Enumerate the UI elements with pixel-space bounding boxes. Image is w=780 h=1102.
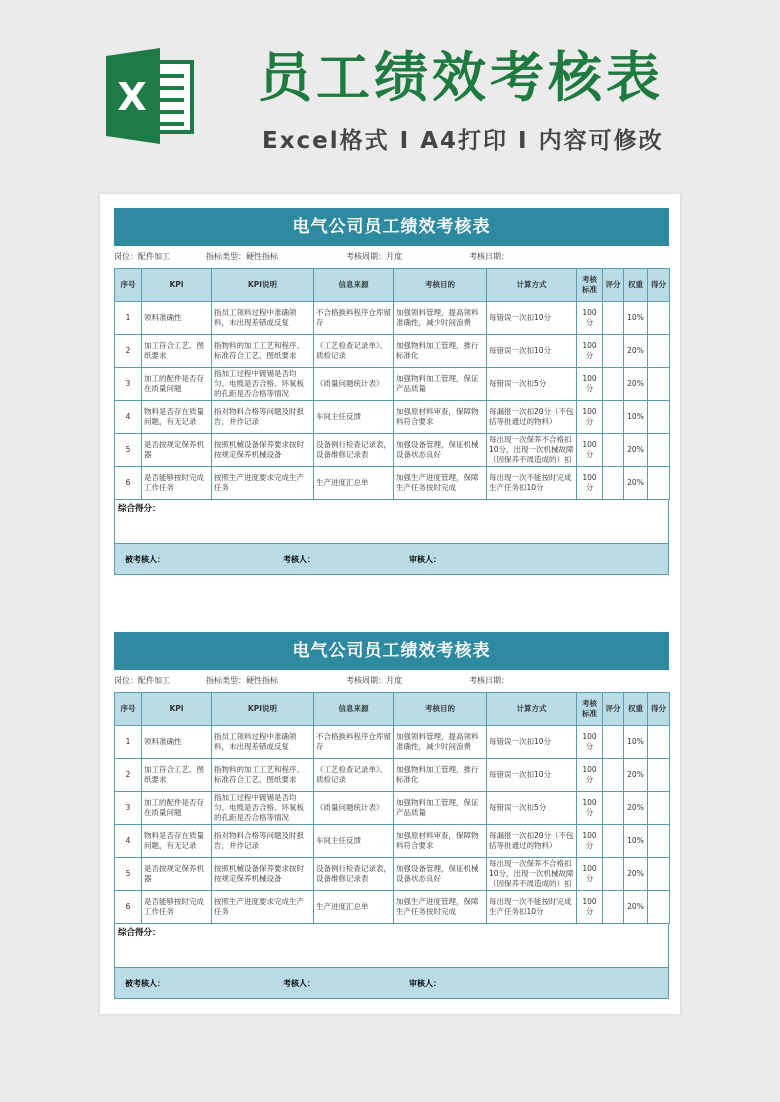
cell-kpi: 是否按规定保养机器	[142, 858, 212, 891]
column-header: 考核目的	[394, 693, 487, 726]
cell-calc: 每出现一次保养不合格扣10分，出现一次机械故障（因保养不周造成的）扣	[487, 434, 577, 467]
column-header: 评分	[603, 269, 624, 302]
cell-purpose: 加强领料管理，提高领料准确性，减少时间浪费	[394, 726, 487, 759]
cell-standard: 100分	[577, 434, 603, 467]
hero-banner	[0, 0, 780, 190]
sign-assessee: 被考核人：	[125, 555, 165, 564]
column-header: 得分	[648, 269, 670, 302]
cell-source: 《工艺检查记录单》、质检记录	[314, 335, 394, 368]
cell-score[interactable]	[603, 858, 624, 891]
table-body	[115, 302, 670, 500]
cell-score[interactable]	[603, 792, 624, 825]
column-header: 考核标准	[577, 693, 603, 726]
cell-calc: 每漏报一次扣20分（不包括等批通过的物料）	[487, 401, 577, 434]
cell-no: 2	[115, 335, 142, 368]
table-row	[115, 368, 670, 401]
cell-source: 生产进度汇总单	[314, 891, 394, 924]
cell-no: 3	[115, 792, 142, 825]
meta-period: 考核周期：月度	[346, 676, 402, 685]
cell-score[interactable]	[603, 368, 624, 401]
kpi-table	[114, 692, 670, 924]
meta-position: 岗位：配件加工	[114, 676, 170, 685]
cell-purpose: 加强生产进度管理，保障生产任务按时完成	[394, 891, 487, 924]
cell-calc: 每错误一次扣10分	[487, 302, 577, 335]
cell-desc: 指对物料合格等问题及时报告，并作记录	[212, 825, 314, 858]
table-row	[115, 792, 670, 825]
cell-no: 4	[115, 825, 142, 858]
excel-icon-letter: X	[117, 75, 147, 119]
cell-purpose: 加强物料加工管理，推行标准化	[394, 759, 487, 792]
cell-weight: 20%	[624, 759, 648, 792]
cell-standard: 100分	[577, 302, 603, 335]
meta-date: 考核日期：	[469, 676, 509, 685]
kpi-form-1	[114, 208, 669, 575]
cell-score[interactable]	[603, 434, 624, 467]
column-header: 考核标准	[577, 269, 603, 302]
summary-cell[interactable]	[114, 500, 669, 544]
meta-period: 考核周期：月度	[346, 252, 402, 261]
cell-purpose: 加强原材料审查，保障物料符合要求	[394, 401, 487, 434]
cell-calc: 每错误一次扣10分	[487, 759, 577, 792]
cell-no: 6	[115, 467, 142, 500]
cell-purpose: 加强设备管理，保证机械设备状态良好	[394, 434, 487, 467]
hero-title: 员工绩效考核表	[258, 46, 664, 109]
cell-weight: 10%	[624, 401, 648, 434]
cell-calc: 每错误一次扣5分	[487, 792, 577, 825]
cell-weight: 20%	[624, 792, 648, 825]
cell-desc: 按照机械设备保养要求按时按规定保养机械设备	[212, 434, 314, 467]
column-header: KPI	[142, 693, 212, 726]
cell-kpi: 领料准确性	[142, 302, 212, 335]
table-header-row	[115, 269, 670, 302]
cell-desc: 指加工过程中镀锡是否均匀、电缆是否合格、环氧板的孔距是否合格等情况	[212, 368, 314, 401]
meta-indicator-type: 指标类型：硬性指标	[206, 676, 278, 685]
cell-desc: 按照生产进度要求完成生产任务	[212, 467, 314, 500]
cell-score[interactable]	[603, 467, 624, 500]
column-header: 考核目的	[394, 269, 487, 302]
cell-calc: 每出现一次不能按时完成生产任务扣10分	[487, 891, 577, 924]
cell-score[interactable]	[603, 891, 624, 924]
column-header: 计算方式	[487, 693, 577, 726]
cell-standard: 100分	[577, 368, 603, 401]
cell-no: 6	[115, 891, 142, 924]
cell-desc: 指员工领料过程中准确领料，未出现差错或反复	[212, 726, 314, 759]
cell-kpi: 是否能够按时完成工作任务	[142, 467, 212, 500]
cell-weight: 20%	[624, 858, 648, 891]
excel-icon	[100, 46, 200, 146]
cell-no: 5	[115, 434, 142, 467]
cell-kpi: 物料是否存在质量问题，有无记录	[142, 825, 212, 858]
cell-kpi: 加工符合工艺、图纸要求	[142, 759, 212, 792]
cell-source: 设备例行检查记录表，设备维修记录表	[314, 858, 394, 891]
column-header: 序号	[115, 693, 142, 726]
cell-no: 5	[115, 858, 142, 891]
cell-no: 1	[115, 726, 142, 759]
cell-score[interactable]	[603, 302, 624, 335]
sign-reviewer: 审核人：	[409, 979, 441, 988]
cell-kpi: 是否按规定保养机器	[142, 434, 212, 467]
cell-source: 《质量问题统计表》	[314, 368, 394, 401]
table-row	[115, 467, 670, 500]
cell-purpose: 加强生产进度管理，保障生产任务按时完成	[394, 467, 487, 500]
cell-result[interactable]	[648, 368, 670, 401]
cell-desc: 指物料的加工工艺和程序、标准符合工艺、图纸要求	[212, 335, 314, 368]
cell-weight: 10%	[624, 825, 648, 858]
column-header: KPI	[142, 269, 212, 302]
cell-standard: 100分	[577, 825, 603, 858]
cell-calc: 每错误一次扣5分	[487, 368, 577, 401]
column-header: 权重	[624, 693, 648, 726]
column-header: 权重	[624, 269, 648, 302]
cell-standard: 100分	[577, 858, 603, 891]
cell-result[interactable]	[648, 335, 670, 368]
cell-source: 生产进度汇总单	[314, 467, 394, 500]
table-row	[115, 891, 670, 924]
cell-result[interactable]	[648, 434, 670, 467]
cell-result[interactable]	[648, 891, 670, 924]
summary-label: 综合得分：	[118, 504, 161, 514]
cell-score[interactable]	[603, 335, 624, 368]
cell-result[interactable]	[648, 467, 670, 500]
cell-standard: 100分	[577, 759, 603, 792]
form-title: 电气公司员工绩效考核表	[114, 208, 669, 246]
cell-weight: 10%	[624, 726, 648, 759]
cell-source: 车间主任反馈	[314, 401, 394, 434]
table-row	[115, 335, 670, 368]
cell-standard: 100分	[577, 335, 603, 368]
cell-no: 2	[115, 759, 142, 792]
cell-kpi: 是否能够按时完成工作任务	[142, 891, 212, 924]
meta-date: 考核日期：	[469, 252, 509, 261]
table-header-row	[115, 693, 670, 726]
cell-standard: 100分	[577, 891, 603, 924]
cell-score[interactable]	[603, 401, 624, 434]
summary-label: 综合得分：	[118, 928, 161, 938]
hero-subtitle: Excel格式 I A4打印 I 内容可修改	[262, 128, 664, 154]
signature-row	[114, 544, 669, 575]
sign-assessee: 被考核人：	[125, 979, 165, 988]
cell-result[interactable]	[648, 401, 670, 434]
cell-no: 4	[115, 401, 142, 434]
meta-position: 岗位：配件加工	[114, 252, 170, 261]
column-header: 信息来源	[314, 693, 394, 726]
cell-standard: 100分	[577, 467, 603, 500]
table-row	[115, 302, 670, 335]
cell-desc: 按照生产进度要求完成生产任务	[212, 891, 314, 924]
cell-result[interactable]	[648, 858, 670, 891]
cell-purpose: 加强领料管理，提高领料准确性，减少时间浪费	[394, 302, 487, 335]
cell-result[interactable]	[648, 302, 670, 335]
cell-score[interactable]	[603, 726, 624, 759]
cell-weight: 20%	[624, 335, 648, 368]
cell-standard: 100分	[577, 792, 603, 825]
form-meta	[114, 246, 669, 268]
cell-source: 不合格换料程序仓库留存	[314, 726, 394, 759]
column-header: 信息来源	[314, 269, 394, 302]
form-title: 电气公司员工绩效考核表	[114, 632, 669, 670]
cell-desc: 指物料的加工工艺和程序、标准符合工艺、图纸要求	[212, 759, 314, 792]
cell-source: 《工艺检查记录单》、质检记录	[314, 759, 394, 792]
table-body	[115, 726, 670, 924]
column-header: 得分	[648, 693, 670, 726]
table-row	[115, 401, 670, 434]
cell-source: 设备例行检查记录表，设备维修记录表	[314, 434, 394, 467]
table-row	[115, 825, 670, 858]
cell-purpose: 加强物料加工管理，保证产品质量	[394, 368, 487, 401]
sign-assessor: 考核人：	[283, 555, 315, 564]
cell-weight: 20%	[624, 467, 648, 500]
cell-weight: 20%	[624, 891, 648, 924]
cell-purpose: 加强原材料审查，保障物料符合要求	[394, 825, 487, 858]
kpi-form-2	[114, 632, 669, 999]
cell-score[interactable]	[603, 825, 624, 858]
table-row	[115, 858, 670, 891]
kpi-table	[114, 268, 670, 500]
cell-calc: 每错误一次扣10分	[487, 726, 577, 759]
cell-calc: 每出现一次不能按时完成生产任务扣10分	[487, 467, 577, 500]
cell-result[interactable]	[648, 759, 670, 792]
sign-assessor: 考核人：	[283, 979, 315, 988]
column-header: 序号	[115, 269, 142, 302]
signature-row	[114, 968, 669, 999]
cell-kpi: 加工的配件是否存在质量问题	[142, 368, 212, 401]
cell-kpi: 加工的配件是否存在质量问题	[142, 792, 212, 825]
column-header: 评分	[603, 693, 624, 726]
cell-source: 《质量问题统计表》	[314, 792, 394, 825]
cell-weight: 20%	[624, 434, 648, 467]
cell-desc: 按照机械设备保养要求按时按规定保养机械设备	[212, 858, 314, 891]
column-header: 计算方式	[487, 269, 577, 302]
cell-kpi: 加工符合工艺、图纸要求	[142, 335, 212, 368]
cell-standard: 100分	[577, 726, 603, 759]
cell-purpose: 加强物料加工管理，推行标准化	[394, 335, 487, 368]
summary-cell[interactable]	[114, 924, 669, 968]
document-page	[100, 194, 680, 1014]
cell-kpi: 物料是否存在质量问题，有无记录	[142, 401, 212, 434]
cell-kpi: 领料准确性	[142, 726, 212, 759]
cell-no: 3	[115, 368, 142, 401]
cell-purpose: 加强物料加工管理，保证产品质量	[394, 792, 487, 825]
cell-desc: 指对物料合格等问题及时报告，并作记录	[212, 401, 314, 434]
cell-no: 1	[115, 302, 142, 335]
cell-calc: 每错误一次扣10分	[487, 335, 577, 368]
cell-standard: 100分	[577, 401, 603, 434]
cell-purpose: 加强设备管理，保证机械设备状态良好	[394, 858, 487, 891]
cell-result[interactable]	[648, 825, 670, 858]
column-header: KPI说明	[212, 269, 314, 302]
form-meta	[114, 670, 669, 692]
cell-source: 车间主任反馈	[314, 825, 394, 858]
cell-source: 不合格换料程序仓库留存	[314, 302, 394, 335]
sign-reviewer: 审核人：	[409, 555, 441, 564]
table-row	[115, 726, 670, 759]
cell-weight: 10%	[624, 302, 648, 335]
table-row	[115, 759, 670, 792]
cell-desc: 指员工领料过程中准确领料，未出现差错或反复	[212, 302, 314, 335]
cell-desc: 指加工过程中镀锡是否均匀、电缆是否合格、环氧板的孔距是否合格等情况	[212, 792, 314, 825]
meta-indicator-type: 指标类型：硬性指标	[206, 252, 278, 261]
cell-score[interactable]	[603, 759, 624, 792]
column-header: KPI说明	[212, 693, 314, 726]
cell-result[interactable]	[648, 726, 670, 759]
cell-calc: 每出现一次保养不合格扣10分，出现一次机械故障（因保养不周造成的）扣	[487, 858, 577, 891]
cell-weight: 20%	[624, 368, 648, 401]
cell-calc: 每漏报一次扣20分（不包括等批通过的物料）	[487, 825, 577, 858]
cell-result[interactable]	[648, 792, 670, 825]
table-row	[115, 434, 670, 467]
